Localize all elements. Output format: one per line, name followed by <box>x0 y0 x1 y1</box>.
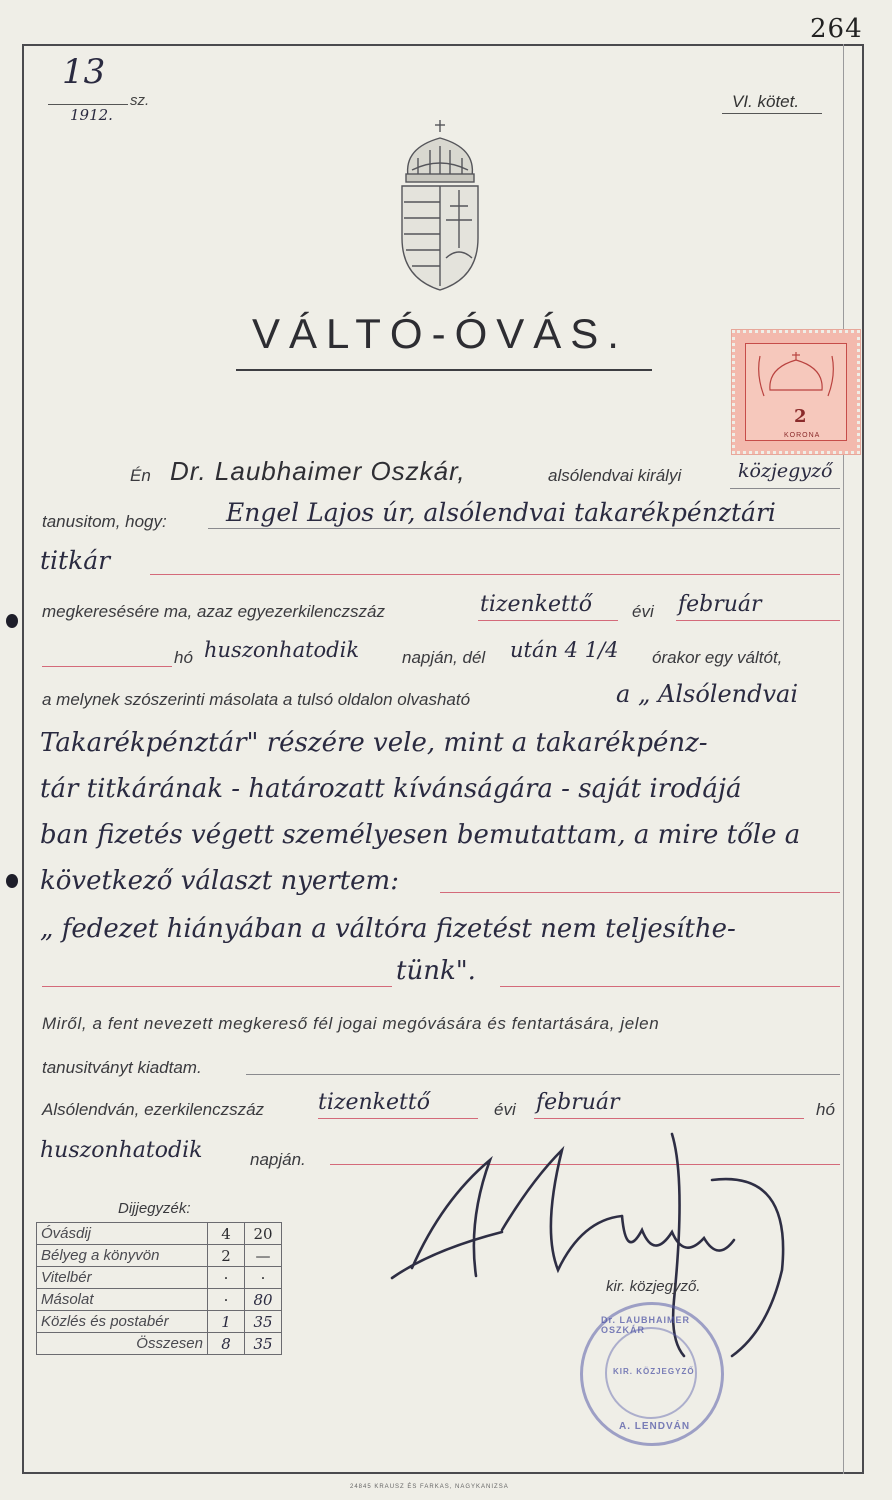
closing-day-handwritten: huszonhatodik <box>40 1138 203 1163</box>
bank-handwritten: a „ Alsólendvai <box>616 680 799 708</box>
fee-label: Másolat <box>37 1289 208 1311</box>
table-row <box>37 1245 282 1267</box>
table-row <box>37 1333 282 1355</box>
intro-en: Én <box>130 466 151 485</box>
signature-icon <box>372 1120 812 1360</box>
frame-border-left <box>22 44 24 1474</box>
handwritten-line-10: következő választ nyertem: <box>40 866 399 896</box>
line-15-month-rule <box>534 1118 804 1119</box>
seal-mid-text: KIR. KÖZJEGYZŐ <box>613 1367 695 1376</box>
line-12-lead-rule <box>42 986 392 987</box>
table-row <box>37 1289 282 1311</box>
table-row <box>37 1223 282 1245</box>
document-number: 13 <box>62 52 106 92</box>
closing-ho-label: hó <box>816 1100 835 1119</box>
line-4-month-rule <box>676 620 840 621</box>
revenue-stamp <box>732 330 860 454</box>
response-handwritten: „ fedezet hiányában a váltóra fizetést nem teljesíthe- <box>40 914 736 944</box>
fee-korona: 2 <box>208 1245 245 1267</box>
closing-month-handwritten: február <box>536 1090 620 1115</box>
closing-year-handwritten: tizenkettő <box>318 1090 430 1115</box>
closing-text-2: tanusitványt kiadtam. <box>42 1058 202 1077</box>
notary-title: kir. közjegyző. <box>606 1278 701 1295</box>
stamp-frame <box>745 343 847 441</box>
fee-filler: 80 <box>245 1289 282 1311</box>
fees-heading: Dijjegyzék: <box>118 1200 191 1217</box>
volume-label: VI. kötet. <box>732 92 800 111</box>
fee-filler: · <box>245 1267 282 1289</box>
line-3-rule <box>150 574 840 575</box>
time-handwritten: után 4 1/4 <box>510 638 619 662</box>
fee-korona: · <box>208 1289 245 1311</box>
fee-total-filler: 35 <box>245 1333 282 1355</box>
request-date-text: megkeresésére ma, azaz egyezerkilenczszáz <box>42 602 385 621</box>
number-suffix: sz. <box>130 92 150 109</box>
requester-title-handwritten: titkár <box>40 546 111 575</box>
fee-korona: 4 <box>208 1223 245 1245</box>
day-handwritten: huszonhatodik <box>204 638 360 662</box>
line-14-rule <box>246 1074 840 1075</box>
certify-text: tanusitom, hogy: <box>42 512 167 531</box>
fee-korona: · <box>208 1267 245 1289</box>
seal-top-text: Dr. LAUBHAIMER OSZKÁR <box>601 1315 691 1335</box>
hour-text: órakor egy váltót, <box>652 648 783 667</box>
fee-total-korona: 8 <box>208 1333 245 1355</box>
fee-label: Közlés és postabér <box>37 1311 208 1333</box>
closing-evi-label: évi <box>494 1100 516 1119</box>
fee-korona: 1 <box>208 1311 245 1333</box>
number-rule <box>48 104 128 105</box>
crown-icon <box>756 350 836 400</box>
fee-table <box>36 1222 282 1355</box>
volume-rule <box>722 113 822 114</box>
margin-rule <box>843 44 844 1474</box>
table-row <box>37 1311 282 1333</box>
document-title: VÁLTÓ-ÓVÁS. <box>252 310 628 357</box>
title-underline <box>236 369 652 371</box>
stamp-unit: KORONA <box>784 432 821 439</box>
month-handwritten: február <box>678 592 762 617</box>
binding-hole <box>6 874 18 888</box>
line-12-tail-rule <box>500 986 840 987</box>
line-4-year-rule <box>478 620 618 621</box>
seal-bottom-text: A. LENDVÁN <box>619 1421 691 1432</box>
closing-napjan-label: napján. <box>250 1150 306 1169</box>
printer-imprint: 24845 KRAUSZ ÉS FARKAS, NAGYKANIZSA <box>350 1484 509 1490</box>
fee-filler: 35 <box>245 1311 282 1333</box>
page-number: 264 <box>810 14 863 44</box>
line-1-rule <box>730 488 840 489</box>
line-10-rule <box>440 892 840 893</box>
notary-name: Dr. Laubhaimer Oszkár, <box>170 456 466 486</box>
fee-label: Bélyeg a könyvön <box>37 1245 208 1267</box>
closing-text: Miről, a fent nevezett megkereső fél jogai megóvására és fentartására, jelen <box>42 1014 660 1033</box>
notary-seal <box>580 1302 724 1446</box>
fee-label: Vitelbér <box>37 1267 208 1289</box>
frame-border-top <box>22 44 864 46</box>
year-handwritten: tizenkettő <box>480 592 592 617</box>
fee-label: Óvásdij <box>37 1223 208 1245</box>
napjan-del-label: napján, dél <box>402 648 486 667</box>
fee-total-label: Összesen <box>37 1333 208 1355</box>
frame-border-bottom <box>22 1472 864 1474</box>
document-year: 1912. <box>70 106 113 124</box>
line-15-year-rule <box>318 1118 478 1119</box>
table-row <box>37 1267 282 1289</box>
stamp-value: 2 <box>794 406 807 427</box>
fee-filler: — <box>245 1245 282 1267</box>
handwritten-line-9: ban fizetés végett személyesen bemutattam, a mire tőle a <box>40 820 801 850</box>
handwritten-line-7: Takarékpénztár" részére vele, mint a takarékpénz- <box>40 728 708 758</box>
coat-of-arms-icon <box>396 118 496 294</box>
fee-filler: 20 <box>245 1223 282 1245</box>
handwritten-line-8: tár titkárának - határozatt kívánságára - saját irodájá <box>40 774 742 804</box>
notary-role-handwritten: közjegyző <box>738 460 833 482</box>
requester-handwritten: Engel Lajos úr, alsólendvai takarékpénztári <box>226 498 776 527</box>
ho-label: hó <box>174 648 193 667</box>
response-end-handwritten: tünk". <box>396 956 476 986</box>
line-5-lead-rule <box>42 666 172 667</box>
notary-office: alsólendvai királyi <box>548 466 682 485</box>
evi-label: évi <box>632 602 654 621</box>
copy-reference-text: a melynek szószerinti másolata a tulsó oldalon olvasható <box>42 690 471 709</box>
frame-border-right <box>862 44 864 1474</box>
line-2-rule <box>208 528 840 529</box>
place-date-text: Alsólendván, ezerkilenczszáz <box>42 1100 265 1119</box>
binding-hole <box>6 614 18 628</box>
